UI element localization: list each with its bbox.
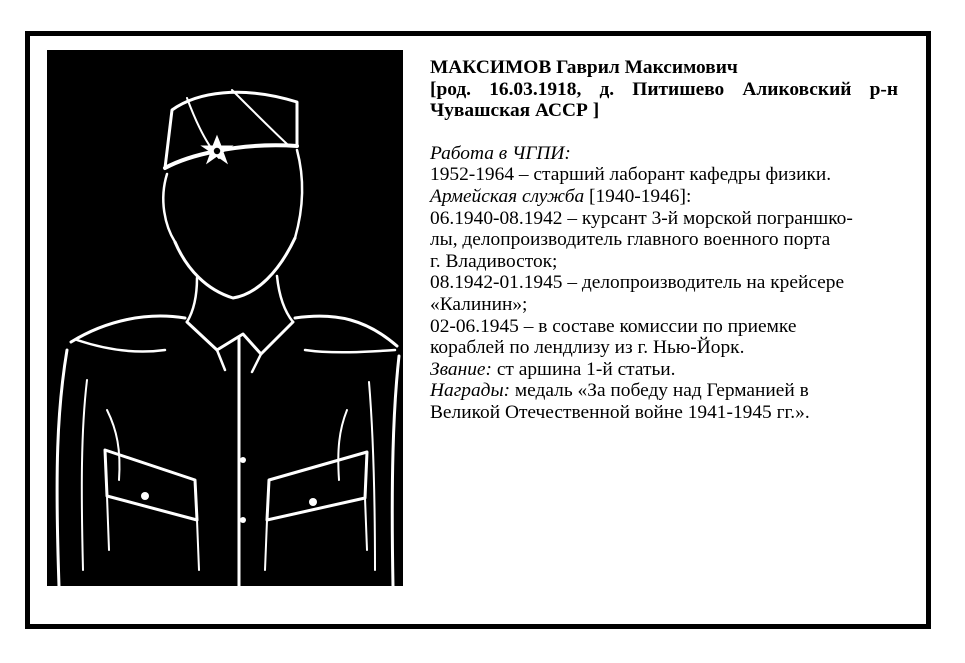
entry-text: 06.1940-08.1942 – курсант 3-й морской пограншко- — [430, 207, 853, 229]
entry-label: Награды: — [430, 380, 511, 402]
biography-line — [430, 251, 898, 273]
entry-text: г. Владивосток; — [430, 250, 558, 272]
entry-text: 1952-1964 – старший лаборант кафедры физики. — [430, 164, 832, 186]
entry-text: «Калинин»; — [430, 293, 528, 315]
entry-label: Работа в ЧГПИ: — [430, 142, 571, 164]
birth-info: [род. 16.03.1918, д. Питишево Аликовский р-н Чувашская АССР ] — [430, 78, 898, 122]
biography-line — [430, 229, 898, 251]
biography-line — [430, 316, 898, 338]
biography-text — [430, 57, 898, 424]
biography-line — [430, 208, 898, 230]
person-name: МАКСИМОВ Гаврил Максимович — [430, 57, 738, 78]
biography-line — [430, 294, 898, 316]
entry-text: медаль «За победу над Германией в — [510, 380, 809, 402]
biography-line — [430, 186, 898, 208]
entry-label: Армейская служба — [430, 185, 585, 207]
soldier-silhouette-icon — [47, 50, 403, 586]
entry-text: лы, делопроизводитель главного военного порта — [430, 229, 831, 251]
biography-line — [430, 272, 898, 294]
biography-line — [430, 337, 898, 359]
entry-text: ст аршина 1-й статьи. — [491, 358, 676, 380]
biography-line — [430, 143, 898, 165]
entry-label: Звание: — [430, 358, 492, 380]
biography-line — [430, 359, 898, 381]
person-header — [430, 57, 898, 122]
entry-text: 02-06.1945 – в составе комиссии по приемке — [430, 315, 797, 337]
portrait — [47, 50, 403, 586]
entry-text: Великой Отечественной войне 1941-1945 гг.». — [430, 401, 810, 423]
entry-text: 08.1942-01.1945 – делопроизводитель на крейсере — [430, 272, 845, 294]
biography-entries — [430, 143, 898, 424]
entry-text: кораблей по лендлизу из г. Нью-Йорк. — [430, 337, 745, 359]
entry-text: [1940-1946]: — [584, 185, 692, 207]
biography-line — [430, 380, 898, 402]
biography-line — [430, 164, 898, 186]
biography-line — [430, 402, 898, 424]
